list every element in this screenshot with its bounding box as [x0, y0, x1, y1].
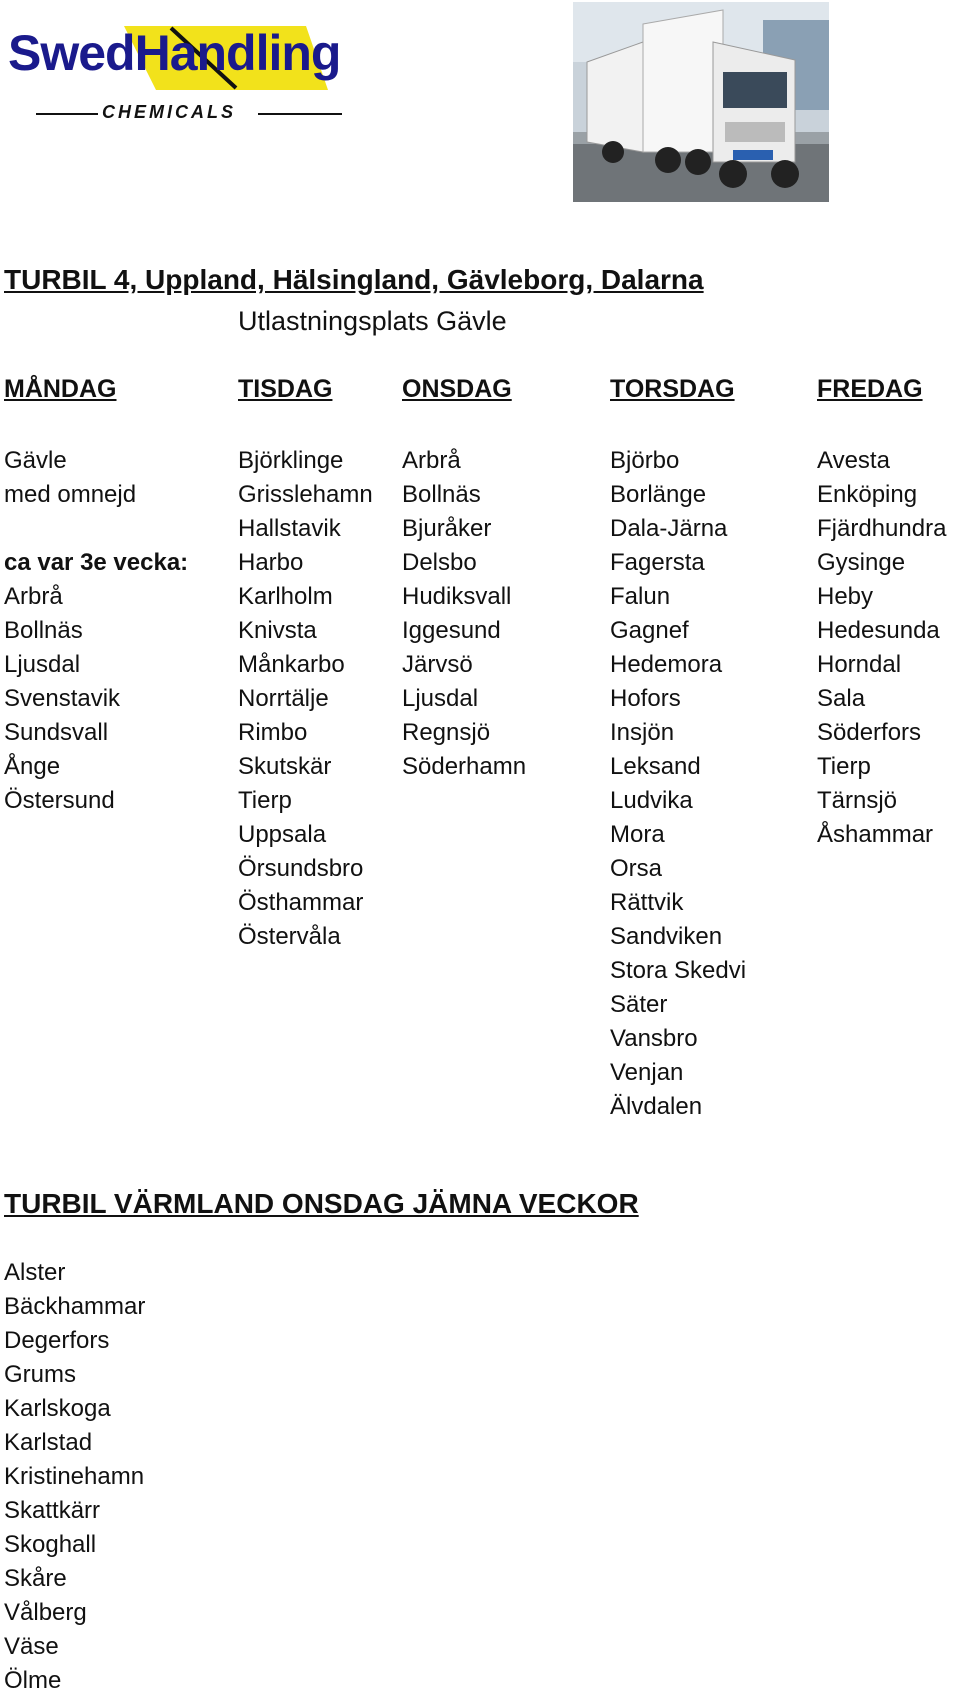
place-cell: Älvdalen [610, 1093, 703, 1120]
column-torsdag [610, 374, 746, 1124]
route-subtitle: Utlastningsplats Gävle [238, 306, 507, 336]
place-cell: Iggesund [402, 617, 501, 644]
place-cell: Orsa [610, 855, 663, 882]
place-cell: Ljusdal [4, 651, 81, 678]
place-cell: Insjön [610, 719, 675, 746]
place-cell: Tärnsjö [817, 787, 898, 814]
place-cell: Bollnäs [4, 617, 83, 644]
place-cell: Rättvik [610, 889, 684, 916]
place-cell: Leksand [610, 753, 701, 780]
place-cell: Fagersta [610, 549, 705, 576]
column-tisdag [238, 374, 373, 954]
logo-rule-left [36, 113, 98, 115]
column-fredag [817, 374, 946, 852]
place-cell: Svenstavik [4, 685, 121, 712]
place-cell: Sala [817, 685, 866, 712]
place-cell: Östersund [4, 787, 115, 814]
place-cell: Arbrå [4, 583, 63, 610]
place-cell: Tierp [238, 787, 292, 814]
place-cell: Åshammar [817, 821, 934, 848]
place-cell: Delsbo [402, 549, 477, 576]
place-cell: Karlholm [238, 583, 333, 610]
place-cell: Gysinge [817, 549, 906, 576]
place-cell: Hallstavik [238, 515, 341, 542]
column-onsdag [402, 374, 526, 784]
place-cell: Arbrå [402, 447, 461, 474]
list-item: Väse [4, 1633, 59, 1660]
place-cell: Mora [610, 821, 665, 848]
place-cell: Regnsjö [402, 719, 491, 746]
list-item: Skåre [4, 1565, 67, 1592]
day-heading: MÅNDAG [4, 375, 117, 403]
place-cell: Borlänge [610, 481, 707, 508]
list-item: Degerfors [4, 1327, 110, 1354]
place-cell: Bjuråker [402, 515, 492, 542]
list-item: Ölme [4, 1667, 62, 1694]
logo-subtitle: CHEMICALS [102, 102, 236, 122]
logo-rule-right [258, 113, 342, 115]
place-cell: Björbo [610, 447, 680, 474]
place-cell: Falun [610, 583, 671, 610]
place-cell: Horndal [817, 651, 902, 678]
place-cell: Stora Skedvi [610, 957, 747, 984]
route-title: TURBIL 4, Uppland, Hälsingland, Gävleborg, Dalarna [4, 264, 704, 295]
company-logo [6, 14, 346, 124]
place-cell: Fjärdhundra [817, 515, 947, 542]
place-cell: Hedesunda [817, 617, 940, 644]
place-cell: Ljusdal [402, 685, 479, 712]
list-item: Karlskoga [4, 1395, 111, 1422]
column-mandag [4, 374, 188, 818]
list-item: Alster [4, 1259, 66, 1286]
day-heading: TISDAG [238, 375, 333, 403]
place-cell: Månkarbo [238, 651, 345, 678]
place-cell: Grisslehamn [238, 481, 373, 508]
place-cell: Dala-Järna [610, 515, 728, 542]
list-item: Bäckhammar [4, 1293, 146, 1320]
place-cell: Östhammar [238, 889, 364, 916]
place-cell: Ludvika [610, 787, 693, 814]
place-cell: Rimbo [238, 719, 308, 746]
place-cell: Söderhamn [402, 753, 527, 780]
place-cell: Gävle [4, 447, 67, 474]
list-item: Skattkärr [4, 1497, 101, 1524]
place-cell: Uppsala [238, 821, 327, 848]
place-cell: Sandviken [610, 923, 723, 950]
place-cell: Harbo [238, 549, 304, 576]
place-cell: Gagnef [610, 617, 689, 644]
place-cell: Venjan [610, 1059, 684, 1086]
place-cell: Ånge [4, 753, 61, 780]
place-cell: Tierp [817, 753, 871, 780]
place-cell: Knivsta [238, 617, 317, 644]
day-heading: FREDAG [817, 375, 923, 403]
varmland-list [4, 1256, 145, 1698]
list-item: Kristinehamn [4, 1463, 145, 1490]
place-cell: Heby [817, 583, 874, 610]
place-cell: Hudiksvall [402, 583, 512, 610]
place-cell: Skutskär [238, 753, 332, 780]
place-cell: Avesta [817, 447, 890, 474]
place-cell: Vansbro [610, 1025, 698, 1052]
list-item: Vålberg [4, 1599, 87, 1626]
place-cell: Järvsö [402, 651, 473, 678]
place-cell: Säter [610, 991, 668, 1018]
place-cell: Söderfors [817, 719, 922, 746]
place-cell: Enköping [817, 481, 918, 508]
day-heading: TORSDAG [610, 375, 735, 403]
place-cell: Sundsvall [4, 719, 109, 746]
frequency-note: ca var 3e vecka: [4, 549, 189, 576]
varmland-title: TURBIL VÄRMLAND ONSDAG JÄMNA VECKOR [4, 1188, 639, 1219]
list-item: Skoghall [4, 1531, 97, 1558]
place-cell: Björklinge [238, 447, 344, 474]
place-cell: Norrtälje [238, 685, 329, 712]
list-item: Grums [4, 1361, 76, 1388]
truck-photo [573, 2, 829, 202]
place-cell: Östervåla [238, 923, 341, 950]
blank-cell [4, 512, 188, 546]
list-item: Karlstad [4, 1429, 93, 1456]
place-cell: Örsundsbro [238, 855, 364, 882]
place-cell: Bollnäs [402, 481, 481, 508]
day-heading: ONSDAG [402, 375, 512, 403]
place-cell: Hedemora [610, 651, 723, 678]
logo-wordmark: SwedHandling [8, 25, 341, 81]
place-cell: med omnejd [4, 481, 137, 508]
place-cell: Hofors [610, 685, 681, 712]
